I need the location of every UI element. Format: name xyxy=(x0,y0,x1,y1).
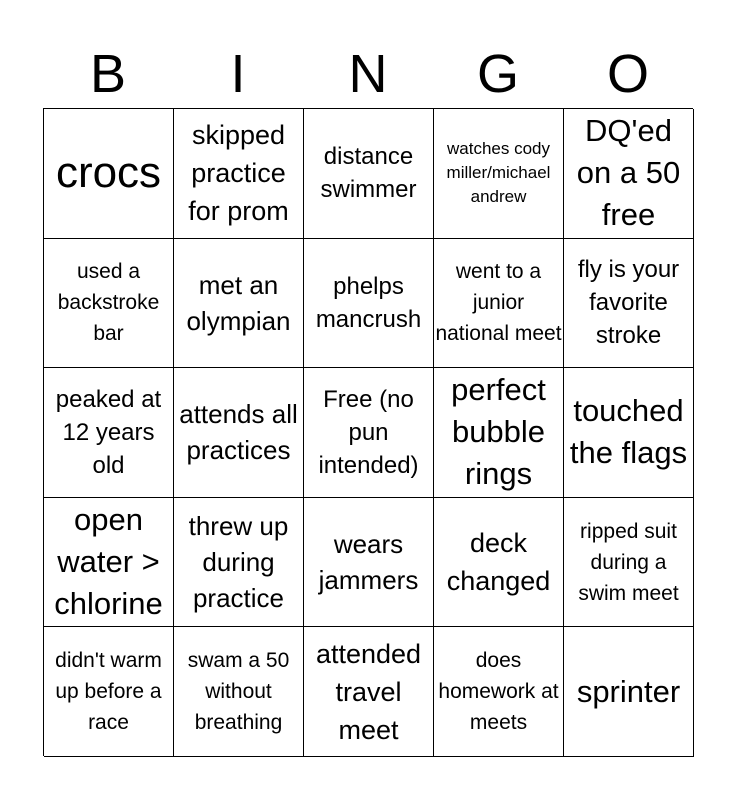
header-letter-i: I xyxy=(230,44,246,104)
cell-text: skipped practice for prom xyxy=(188,120,289,227)
cell-text: touched the flags xyxy=(569,393,688,471)
bingo-cell[interactable] xyxy=(434,498,564,628)
cell-text: attended travel meet xyxy=(315,638,422,745)
header-letter-n: N xyxy=(348,44,388,104)
bingo-cell[interactable] xyxy=(174,627,304,757)
bingo-cell[interactable] xyxy=(564,368,694,498)
bingo-cell[interactable] xyxy=(434,627,564,757)
cell-text: threw up during practice xyxy=(188,511,289,614)
bingo-cell[interactable] xyxy=(174,368,304,498)
cell-text: open water > chlorine xyxy=(54,502,163,622)
header-letter-g: G xyxy=(476,44,519,104)
bingo-cell[interactable] xyxy=(304,239,434,369)
bingo-cell[interactable] xyxy=(434,368,564,498)
bingo-header xyxy=(43,40,693,108)
bingo-cell[interactable] xyxy=(174,239,304,369)
bingo-cell[interactable] xyxy=(434,109,564,239)
cell-text: ripped suit during a swim meet xyxy=(578,519,679,605)
cell-text: attends all practices xyxy=(179,399,298,466)
bingo-cell[interactable] xyxy=(44,109,174,239)
bingo-cell[interactable] xyxy=(564,239,694,369)
bingo-cell[interactable] xyxy=(304,109,434,239)
bingo-cell[interactable] xyxy=(44,498,174,628)
cell-text: wears jammers xyxy=(318,529,419,596)
header-letter-o: O xyxy=(606,44,649,104)
bingo-cell[interactable] xyxy=(44,627,174,757)
cell-text: distance swimmer xyxy=(320,143,417,204)
bingo-cell[interactable] xyxy=(564,627,694,757)
bingo-cell[interactable] xyxy=(174,109,304,239)
cell-text: fly is your favorite stroke xyxy=(577,256,680,350)
cell-text: peaked at 12 years old xyxy=(55,385,162,479)
cell-text: met an olympian xyxy=(186,269,291,336)
bingo-cell[interactable] xyxy=(174,498,304,628)
cell-text: sprinter xyxy=(576,673,681,709)
cell-text: deck changed xyxy=(446,528,551,597)
cell-text: used a backstroke bar xyxy=(57,260,160,346)
cell-text: Free (no pun intended) xyxy=(318,385,419,479)
header-letter-b: B xyxy=(89,44,127,104)
bingo-cell[interactable] xyxy=(304,368,434,498)
cell-text: crocs xyxy=(55,148,162,198)
cell-text: went to a junior national meet xyxy=(435,260,562,346)
cell-text: phelps mancrush xyxy=(315,272,422,333)
bingo-cell[interactable] xyxy=(564,498,694,628)
bingo-cell[interactable] xyxy=(44,368,174,498)
cell-text: perfect bubble rings xyxy=(451,372,546,492)
bingo-cell[interactable] xyxy=(304,498,434,628)
bingo-cell[interactable] xyxy=(44,239,174,369)
cell-text: DQ'ed on a 50 free xyxy=(576,113,681,233)
bingo-cell[interactable] xyxy=(434,239,564,369)
bingo-cell[interactable] xyxy=(304,627,434,757)
cell-text: watches cody miller/michael andrew xyxy=(446,139,551,207)
bingo-cell[interactable] xyxy=(564,109,694,239)
cell-text: does homework at meets xyxy=(438,649,559,735)
cell-text: swam a 50 without breathing xyxy=(187,649,290,735)
bingo-grid xyxy=(43,108,693,756)
cell-text: didn't warm up before a race xyxy=(55,649,162,735)
